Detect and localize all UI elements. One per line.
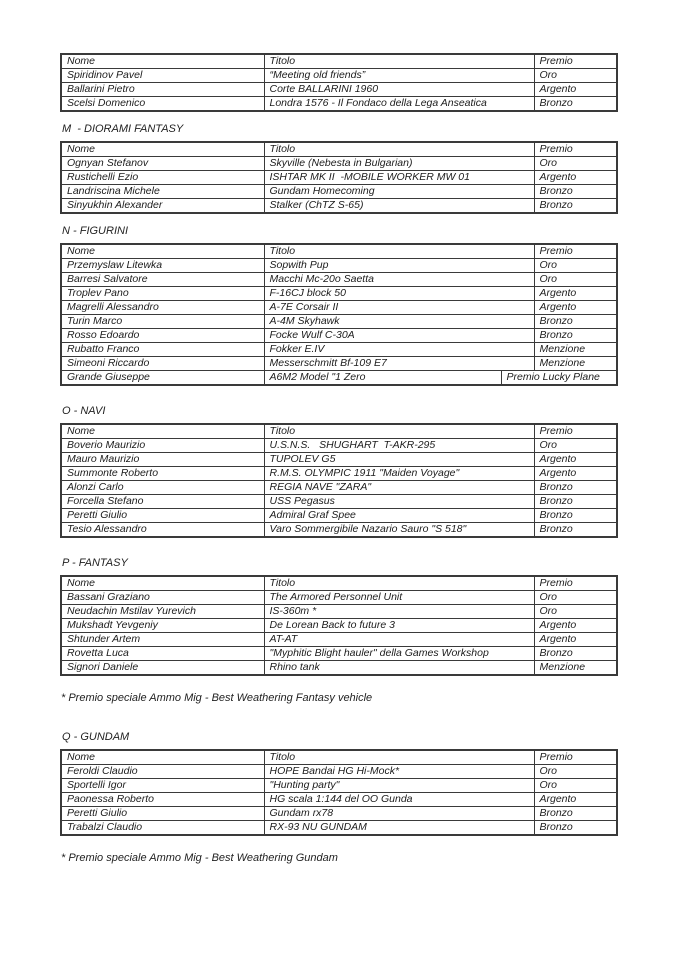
titolo-cell: Corte BALLARINI 1960 [264,83,534,97]
prize-section [60,225,616,386]
nome-header: Nome [61,424,264,439]
premio-cell: Oro [534,157,617,171]
nome-cell: Feroldi Claudio [61,765,264,779]
section-label: P - FANTASY [62,557,128,569]
table-row [61,807,617,821]
titolo-cell: A-7E Corsair II [264,301,534,315]
table-row [61,509,617,523]
premio-cell: Bronzo [534,97,617,112]
nome-cell: Sinyukhin Alexander [61,199,264,214]
nome-cell: Troplev Pano [61,287,264,301]
titolo-cell: Messerschmitt Bf-109 E7 [264,357,534,371]
table-header-row [61,244,617,259]
table-row [61,661,617,676]
titolo-cell: Rhino tank [264,661,534,676]
nome-cell: Peretti Giulio [61,509,264,523]
nome-cell: Magrelli Alessandro [61,301,264,315]
table-row [61,371,617,386]
nome-cell: Neudachin Mstilav Yurevich [61,605,264,619]
table-row [61,357,617,371]
table-row [61,83,617,97]
table-row [61,821,617,836]
nome-header: Nome [61,750,264,765]
table-row [61,301,617,315]
premio-cell: Argento [534,83,617,97]
titolo-cell: Londra 1576 - Il Fondaco della Lega Anseatica [264,97,534,112]
titolo-header: Titolo [264,142,534,157]
table-row [61,259,617,273]
table-row [61,171,617,185]
nome-cell: Trabalzi Claudio [61,821,264,836]
nome-cell: Barresi Salvatore [61,273,264,287]
nome-header: Nome [61,576,264,591]
titolo-cell: F-16CJ block 50 [264,287,534,301]
nome-cell: Mauro Maurizio [61,453,264,467]
table-header-row [61,750,617,765]
titolo-cell: HG scala 1:144 del OO Gunda [264,793,534,807]
titolo-cell: Admiral Graf Spee [264,509,534,523]
premio-cell: Oro [534,273,617,287]
premio-cell: Bronzo [534,329,617,343]
premio-header: Premio [534,244,617,259]
titolo-cell: "Myphitic Blight hauler" della Games Workshop [264,647,534,661]
premio-cell: Oro [534,591,617,605]
nome-cell: Paonessa Roberto [61,793,264,807]
nome-cell: Shtunder Artem [61,633,264,647]
premio-cell: Argento [534,301,617,315]
premio-cell: Bronzo [534,807,617,821]
premio-cell: Bronzo [534,523,617,538]
nome-cell: Summonte Roberto [61,467,264,481]
premio-header: Premio [534,750,617,765]
titolo-cell: HOPE Bandai HG Hi-Mock* [264,765,534,779]
nome-cell: Signori Daniele [61,661,264,676]
section-label: M - DIORAMI FANTASY [62,123,184,135]
premio-cell: Bronzo [534,495,617,509]
nome-cell: Forcella Stefano [61,495,264,509]
table-row [61,495,617,509]
prize-section [60,405,616,538]
prize-section [60,557,616,705]
titolo-cell: "Hunting party" [264,779,534,793]
premio-cell: Bronzo [534,185,617,199]
titolo-cell: Gundam Homecoming [264,185,534,199]
nome-cell: Tesio Alessandro [61,523,264,538]
premio-cell: Menzione [534,357,617,371]
table-row [61,633,617,647]
nome-cell: Rustichelli Ezio [61,171,264,185]
nome-cell: Turin Marco [61,315,264,329]
nome-cell: Peretti Giulio [61,807,264,821]
titolo-cell: Varo Sommergibile Nazario Sauro "S 518" [264,523,534,538]
premio-cell: Menzione [534,661,617,676]
premio-cell: Argento [534,453,617,467]
table-row [61,467,617,481]
titolo-cell: The Armored Personnel Unit [264,591,534,605]
table-row [61,481,617,495]
table-row [61,765,617,779]
premio-cell: Argento [534,467,617,481]
premio-cell: Premio Lucky Plane [501,371,617,386]
titolo-cell: Sopwith Pup [264,259,534,273]
section-label: Q - GUNDAM [62,731,130,743]
premio-cell: Bronzo [534,199,617,214]
titolo-header: Titolo [264,750,534,765]
nome-cell: Grande Giuseppe [61,371,264,386]
premio-cell: Oro [534,439,617,453]
section-label: O - NAVI [62,405,106,417]
premio-cell: Argento [534,171,617,185]
premio-cell: Bronzo [534,821,617,836]
nome-header: Nome [61,244,264,259]
premio-cell: Oro [534,69,617,83]
table-row [61,97,617,112]
titolo-cell: R.M.S. OLYMPIC 1911 "Maiden Voyage" [264,467,534,481]
premio-cell: Argento [534,793,617,807]
titolo-cell: A6M2 Model "1 Zero [264,371,501,386]
premio-header: Premio [534,576,617,591]
titolo-cell: Gundam rx78 [264,807,534,821]
results-table [60,243,618,386]
titolo-cell: RX-93 NU GUNDAM [264,821,534,836]
nome-cell: Alonzi Carlo [61,481,264,495]
nome-cell: Boverio Maurizio [61,439,264,453]
titolo-cell: Macchi Mc-20o Saetta [264,273,534,287]
footnote: * Premio speciale Ammo Mig - Best Weathering Fantasy vehicle [61,692,373,704]
premio-cell: Oro [534,259,617,273]
titolo-header: Titolo [264,576,534,591]
titolo-cell: Skyville (Nebesta in Bulgarian) [264,157,534,171]
results-table [60,575,618,676]
table-row [61,453,617,467]
nome-cell: Spiridinov Pavel [61,69,264,83]
premio-header: Premio [534,424,617,439]
table-header-row [61,424,617,439]
table-header-row [61,576,617,591]
premio-header: Premio [534,54,617,69]
nome-cell: Simeoni Riccardo [61,357,264,371]
premio-cell: Argento [534,287,617,301]
titolo-header: Titolo [264,424,534,439]
table-row [61,523,617,538]
premio-cell: Argento [534,633,617,647]
premio-cell: Bronzo [534,509,617,523]
table-row [61,199,617,214]
titolo-cell: ISHTAR MK II -MOBILE WORKER MW 01 [264,171,534,185]
premio-cell: Oro [534,765,617,779]
table-row [61,185,617,199]
titolo-cell: USS Pegasus [264,495,534,509]
nome-cell: Bassani Graziano [61,591,264,605]
table-header-row [61,54,617,69]
table-row [61,439,617,453]
titolo-cell: De Lorean Back to future 3 [264,619,534,633]
nome-cell: Rubatto Franco [61,343,264,357]
nome-cell: Przemyslaw Litewka [61,259,264,273]
titolo-cell: REGIA NAVE "ZARA" [264,481,534,495]
prize-section [60,123,616,214]
table-row [61,315,617,329]
premio-cell: Bronzo [534,647,617,661]
results-table [60,423,618,538]
footnote: * Premio speciale Ammo Mig - Best Weathering Gundam [61,852,338,864]
premio-cell: Bronzo [534,481,617,495]
table-header-row [61,142,617,157]
prize-section [60,731,616,865]
titolo-cell: U.S.N.S. SHUGHART T-AKR-295 [264,439,534,453]
nome-cell: Ognyan Stefanov [61,157,264,171]
nome-cell: Rosso Edoardo [61,329,264,343]
results-table [60,141,618,214]
premio-cell: Bronzo [534,315,617,329]
nome-cell: Sportelli Igor [61,779,264,793]
results-table [60,53,618,112]
section-label: N - FIGURINI [62,225,128,237]
titolo-cell: Stalker (ChTZ S-65) [264,199,534,214]
results-table [60,749,618,836]
titolo-cell: Fokker E.IV [264,343,534,357]
table-row [61,779,617,793]
premio-cell: Menzione [534,343,617,357]
titolo-cell: TUPOLEV G5 [264,453,534,467]
titolo-cell: IS-360m * [264,605,534,619]
table-row [61,619,617,633]
premio-cell: Oro [534,779,617,793]
titolo-cell: A-4M Skyhawk [264,315,534,329]
table-row [61,793,617,807]
table-row [61,69,617,83]
prize-section [60,53,616,112]
table-row [61,273,617,287]
table-row [61,157,617,171]
nome-cell: Rovetta Luca [61,647,264,661]
table-row [61,329,617,343]
nome-header: Nome [61,142,264,157]
titolo-header: Titolo [264,54,534,69]
nome-cell: Ballarini Pietro [61,83,264,97]
nome-cell: Scelsi Domenico [61,97,264,112]
nome-header: Nome [61,54,264,69]
table-row [61,591,617,605]
nome-cell: Mukshadt Yevgeniy [61,619,264,633]
table-row [61,605,617,619]
titolo-cell: Focke Wulf C-30A [264,329,534,343]
premio-cell: Argento [534,619,617,633]
table-row [61,343,617,357]
nome-cell: Landriscina Michele [61,185,264,199]
premio-header: Premio [534,142,617,157]
titolo-header: Titolo [264,244,534,259]
table-row [61,287,617,301]
titolo-cell: AT-AT [264,633,534,647]
table-row [61,647,617,661]
premio-cell: Oro [534,605,617,619]
titolo-cell: “Meeting old friends” [264,69,534,83]
